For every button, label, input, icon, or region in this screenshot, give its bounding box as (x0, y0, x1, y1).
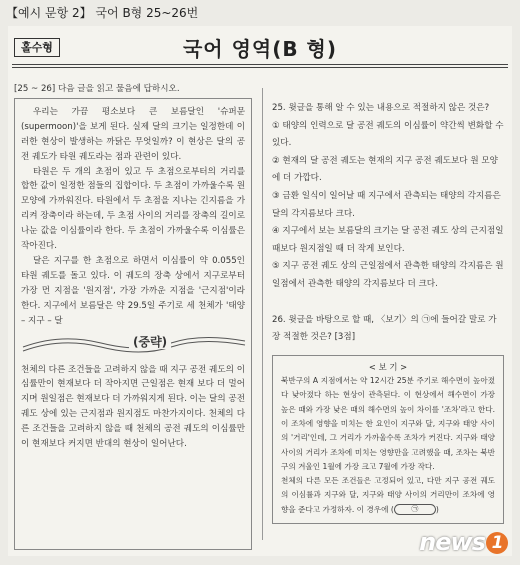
omission-marker (21, 331, 245, 359)
exam-type-tag: 홀수형 (14, 38, 60, 57)
passage-paragraph-2: 타원은 두 개의 초점이 있고 두 초점으로부터의 거리를 합한 값이 일정한 점들의 집합이다. 두 초점이 가까울수록 원 모양에 가까워진다. 타원에서 두 초점을 지나는 긴지름을 가리켜 장축이라 하는데, 두 초점 사이의 거리를 장축의 길이로 나눈 값을 이심률이라 한다. 두 초점이 가까울수록 이심률은 작아진다. (21, 166, 245, 252)
question-26-stem: 26. 윗글을 바탕으로 할 때, 〈보기〉의 ㉠에 들어갈 말로 가장 적절한 것은? [3점] (272, 314, 497, 343)
question-25-option-4[interactable]: ④ 지구에서 보는 보름달의 크기는 달 공전 궤도 상의 근지점일 때보다 원지점일 때 더 작게 보인다. (272, 226, 504, 254)
question-25-option-2[interactable]: ② 현재의 달 공전 궤도는 현재의 지구 공전 궤도보다 원 모양에 더 가깝다. (272, 155, 498, 184)
question-25-stem: 25. 윗글을 통해 알 수 있는 내용으로 적절하지 않은 것은? (272, 103, 490, 113)
question-25-option-5[interactable]: ⑤ 지구 공전 궤도 상의 근일점에서 관측한 태양의 각지름은 원일점에서 관측한 태양의 각지름보다 더 크다. (272, 261, 504, 289)
question-25-option-1[interactable]: ① 태양의 인력으로 달 공전 궤도의 이심률이 약간씩 변화할 수 있다. (272, 120, 504, 149)
exam-header-label: 【예시 문항 2】 국어 B형 25~26번 (0, 0, 520, 26)
column-divider (262, 88, 263, 540)
news1-logo-text: news (419, 528, 485, 556)
passage-intro: [25 ~ 26] 다음 글을 읽고 물음에 답하시오. (14, 84, 180, 94)
news1-logo (419, 528, 508, 556)
left-column (14, 82, 252, 550)
right-column (272, 100, 504, 524)
bogi-paragraph-2-end: ) (435, 504, 439, 514)
exam-title: 국어 영역(B 형) (182, 37, 338, 61)
bogi-paragraph-1: 북반구의 A 지점에서는 약 12시간 25분 주기로 해수면이 높아졌다 낮아졌다 하는 현상이 관측된다. 이 현상에서 해수면이 가장 높은 때와 가장 낮은 때의 해수면의 높이 차이를 '조차'라고 한다. 이 조차에 영향을 미치는 한 요인이 지구와 달, 지구와 태양 사이의 '거리'인데, 그 거리가 가까울수록 조차가 커진다. 지구와 태양 사이의 거리가 조차에 미치는 영향만을 고려했을 때, 조차는 북반구의 겨울인 1월에 가장 크고 7월에 가장 작다. (281, 376, 495, 471)
question-25-option-3[interactable]: ③ 금환 일식이 일어날 때 지구에서 관측되는 태양의 각지름은 달의 각지름보다 크다. (272, 190, 501, 219)
blank-marker: ㉠ (394, 504, 436, 515)
bogi-box (272, 355, 504, 524)
news1-logo-badge: 1 (486, 532, 508, 554)
reading-passage (14, 98, 252, 550)
title-rule-bottom (12, 67, 508, 68)
passage-paragraph-3: 달은 지구를 한 초점으로 하면서 이심률이 약 0.055인 타원 궤도를 돌고 있다. 이 궤도의 장축 상에서 지구로부터 가장 먼 지점을 '원지점', 가장 가까운 지점을 '근지점'이라 한다. 지구에서 보름달은 약 29.5일 주기로 세 천체가 '태양 – 지구 – 달 (21, 255, 245, 326)
passage-paragraph-4: 천체의 다른 조건들을 고려하지 않을 때 지구 공전 궤도의 이심률만이 현재보다 더 작아지면 근일점은 현재 보다 더 멀어지며 원일점은 현재보다 더 가까워지게 된다. 이는 달의 공전 궤도 상에 있는 근지점과 원지점도 마찬가지이다. 천체의 다른 조건들을 고려하지 않을 때 천체의 공전 궤도의 이심률만이 현재보다 커지면 반대의 현상이 일어난다. (21, 364, 245, 450)
bogi-title: < 보 기 > (368, 361, 408, 372)
omission-label: (중략) (129, 335, 171, 350)
passage-paragraph-1: 우리는 가끔 평소보다 큰 보름달인 '슈퍼문(supermoon)'을 보게 된다. 실제 달의 크기는 일정한데 이러한 현상이 발생하는 까닭은 무엇일까? 이 현상은 달의 공전 궤도가 타원 궤도라는 점과 관련이 있다. (21, 106, 245, 162)
bogi-paragraph-2 (281, 474, 495, 517)
title-rule-top (12, 64, 508, 65)
bogi-paragraph-2-text: 천체의 다른 모든 조건들은 고정되어 있고, 다만 지구 공전 궤도의 이심률과 지구와 달, 지구와 태양 사이의 거리만이 조차에 영향을 준다고 가정하자. 이 경우에 ( (281, 476, 495, 514)
